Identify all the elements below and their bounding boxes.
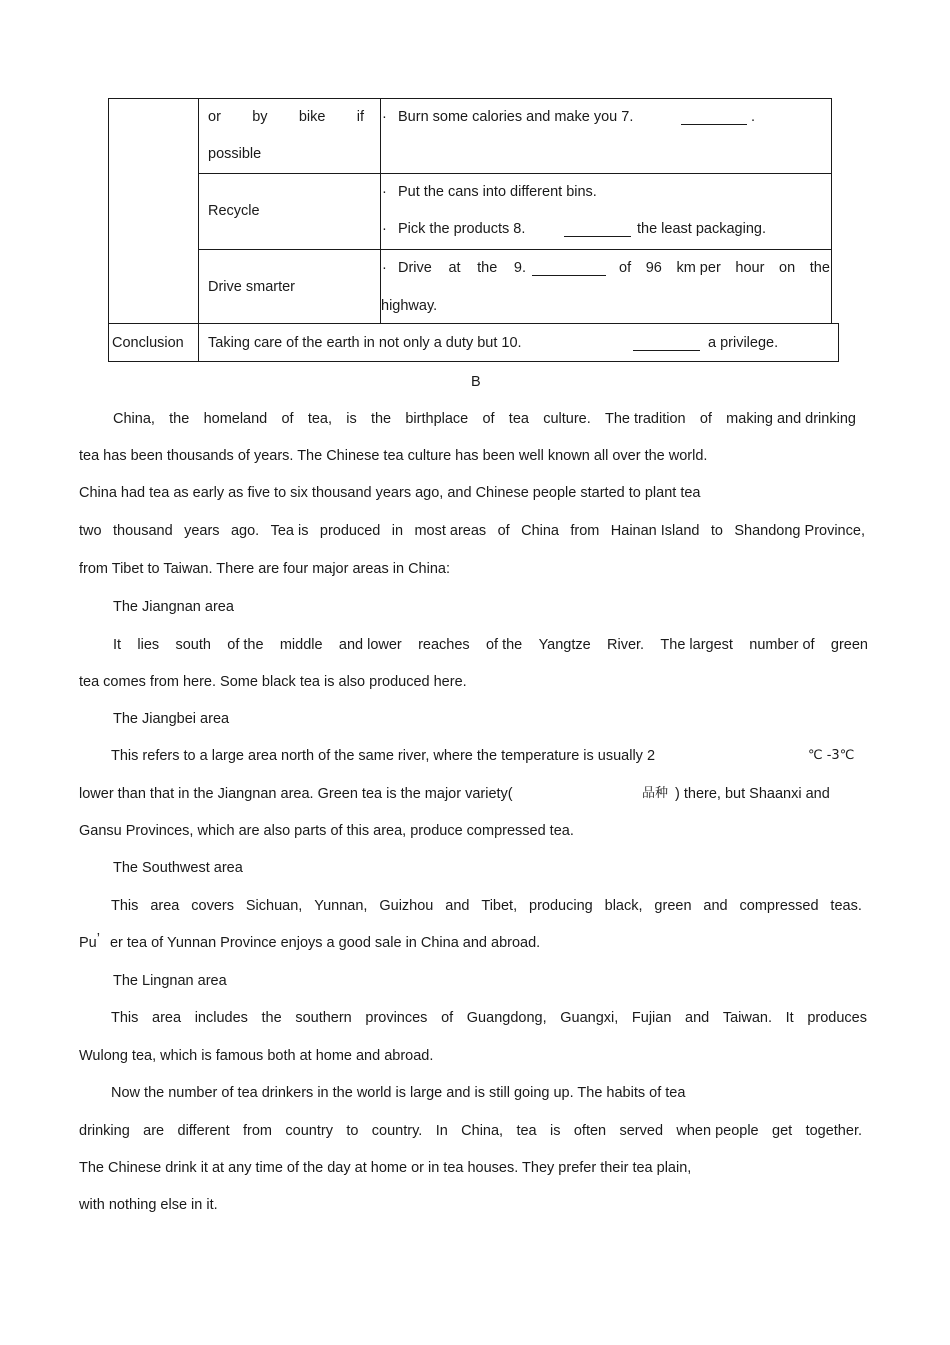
word: green	[830, 637, 868, 653]
word: area	[150, 898, 180, 914]
word: Tibet,	[481, 898, 518, 914]
word: Hainan Island	[610, 523, 700, 539]
area-title: The Lingnan area	[113, 973, 227, 989]
word: is	[346, 411, 357, 427]
detail-word: the	[477, 260, 498, 276]
word: producing	[529, 898, 593, 914]
word: when people	[676, 1123, 759, 1139]
word: tea	[508, 411, 529, 427]
word: tea,	[307, 411, 332, 427]
bullet: ·	[382, 260, 387, 276]
answer-blank-10	[633, 338, 700, 355]
word: two	[79, 523, 102, 539]
word: Yunnan,	[314, 898, 368, 914]
bullet: ·	[382, 221, 387, 237]
detail-bike: Burn some calories and make you 7.	[398, 109, 634, 125]
word: green	[654, 898, 692, 914]
word: often	[573, 1123, 607, 1139]
word: and lower	[338, 637, 402, 653]
word: black,	[604, 898, 643, 914]
word: homeland	[203, 411, 268, 427]
word: The largest	[660, 637, 733, 653]
detail-word: at	[448, 260, 461, 276]
word: Yangtze	[538, 637, 591, 653]
answer-blank-9	[532, 263, 606, 280]
word: It	[113, 637, 122, 653]
word: covers	[191, 898, 234, 914]
word: together.	[805, 1123, 862, 1139]
paragraph-line	[79, 1124, 862, 1139]
word: This	[111, 1010, 139, 1026]
word: provinces	[365, 1010, 428, 1026]
word: River.	[607, 637, 645, 653]
detail-drive-a	[398, 261, 526, 276]
method-cell-bike	[208, 110, 364, 125]
word: the	[261, 1010, 282, 1026]
detail-end: .	[751, 109, 756, 125]
word: southern	[295, 1010, 352, 1026]
word: are	[143, 1123, 165, 1139]
paragraph-line: with nothing else in it.	[79, 1197, 218, 1213]
method-cell-recycle: Recycle	[208, 203, 260, 219]
table-rule	[838, 323, 839, 362]
word: country	[285, 1123, 333, 1139]
word: the	[370, 411, 392, 427]
conclusion-label: Conclusion	[112, 335, 184, 351]
word: China	[521, 523, 559, 539]
word: served	[619, 1123, 664, 1139]
word: to	[710, 523, 723, 539]
paragraph-line	[111, 899, 862, 914]
table-rule	[198, 249, 832, 250]
word: the	[169, 411, 190, 427]
area-title: The Southwest area	[113, 860, 243, 876]
word: south	[175, 637, 211, 653]
word: number of	[749, 637, 815, 653]
area-title: The Jiangnan area	[113, 599, 234, 615]
word: In	[435, 1123, 448, 1139]
word: teas.	[830, 898, 862, 914]
word: of	[497, 523, 510, 539]
word: Guangxi,	[560, 1010, 619, 1026]
word: Sichuan,	[245, 898, 303, 914]
line-text: er tea of Yunnan Province enjoys a good sale in China and abroad.	[109, 935, 541, 951]
table-rule	[108, 98, 832, 99]
word: This	[111, 898, 139, 914]
table-rule	[108, 323, 838, 324]
method-word: if	[356, 109, 364, 125]
word: lies	[137, 637, 160, 653]
word: thousand	[112, 523, 173, 539]
word: of the	[227, 637, 264, 653]
word: China,	[461, 1123, 504, 1139]
area-title: The Jiangbei area	[113, 711, 230, 727]
word: birthplace	[405, 411, 469, 427]
word: It	[785, 1010, 794, 1026]
word: tea	[516, 1123, 537, 1139]
word: Taiwan.	[722, 1010, 773, 1026]
word: includes	[194, 1010, 248, 1026]
paragraph-line: lower than that in the Jiangnan area. Green tea is the major variety(	[79, 786, 513, 802]
word: of	[441, 1010, 454, 1026]
detail-recycle-1: Put the cans into different bins.	[398, 184, 597, 200]
detail-drive-cont: highway.	[381, 298, 438, 314]
word: from	[243, 1123, 273, 1139]
word: Guangdong,	[466, 1010, 547, 1026]
table-rule	[198, 98, 199, 362]
word: reaches	[418, 637, 470, 653]
paragraph-line: This refers to a large area north of the same river, where the temperature is usually 2	[111, 748, 656, 764]
word: to	[346, 1123, 359, 1139]
answer-blank-8	[564, 224, 631, 241]
word: of	[281, 411, 294, 427]
word: and	[445, 898, 470, 914]
word: and	[685, 1010, 710, 1026]
paragraph-line	[113, 638, 868, 653]
word: produced	[319, 523, 381, 539]
paragraph-line: Now the number of tea drinkers in the world is large and is still going up. The habits of tea	[111, 1085, 686, 1101]
detail-word: 96	[645, 260, 662, 276]
method-word: or	[208, 109, 221, 125]
method-cell-drive: Drive smarter	[208, 279, 296, 295]
word: years	[184, 523, 220, 539]
temperature-unit: ℃ -3℃	[808, 748, 855, 763]
word: from	[570, 523, 600, 539]
word: making and drinking	[726, 411, 856, 427]
conclusion-end: a privilege.	[708, 335, 779, 351]
word: produces	[807, 1010, 867, 1026]
paragraph-line: Wulong tea, which is famous both at home and abroad.	[79, 1048, 434, 1064]
word: China,	[113, 411, 155, 427]
word: of	[482, 411, 495, 427]
word: in	[391, 523, 404, 539]
detail-word: Drive	[398, 260, 432, 276]
word: middle	[279, 637, 323, 653]
detail-recycle-2: Pick the products 8.	[398, 221, 526, 237]
word: Tea is	[270, 523, 309, 539]
bullet: ·	[382, 109, 387, 125]
word: of the	[485, 637, 523, 653]
word: is	[550, 1123, 561, 1139]
word: country.	[371, 1123, 423, 1139]
detail-word: on	[779, 260, 796, 276]
word: compressed	[739, 898, 819, 914]
paragraph-line: The Chinese drink it at any time of the day at home or in tea houses. They prefer their tea plain,	[79, 1160, 692, 1176]
apostrophe: ’	[96, 931, 100, 947]
answer-blank-7	[681, 112, 747, 129]
paragraph-line: tea comes from here. Some black tea is also produced here.	[79, 674, 467, 690]
detail-word: 9.	[513, 260, 526, 276]
word: culture.	[543, 411, 591, 427]
detail-recycle-2-end: the least packaging.	[637, 221, 766, 237]
paragraph-line	[111, 1011, 867, 1026]
paragraph-line: from Tibet to Taiwan. There are four major areas in China:	[79, 561, 451, 577]
paragraph-line: tea has been thousands of years. The Chinese tea culture has been well known all over the world.	[79, 448, 708, 464]
paragraph-line	[79, 931, 541, 951]
word: Shandong Province,	[734, 523, 865, 539]
bullet: ·	[382, 184, 387, 200]
chinese-gloss: 品种	[642, 786, 669, 801]
word: Guizhou	[379, 898, 434, 914]
word: The tradition	[605, 411, 686, 427]
word: most areas	[414, 523, 487, 539]
detail-drive-b	[619, 261, 830, 276]
table-rule	[198, 173, 832, 174]
paragraph-line: China had tea as early as five to six thousand years ago, and Chinese people started to plant tea	[79, 485, 701, 501]
word: and	[703, 898, 728, 914]
table-rule	[108, 98, 109, 362]
paragraph-line-end: ) there, but Shaanxi and	[675, 786, 830, 802]
word: area	[152, 1010, 182, 1026]
word: get	[772, 1123, 793, 1139]
word: ago.	[230, 523, 260, 539]
paragraph-line: Gansu Provinces, which are also parts of this area, produce compressed tea.	[79, 823, 574, 839]
method-word: bike	[298, 109, 326, 125]
detail-word: hour	[735, 260, 765, 276]
table-rule	[831, 98, 832, 324]
word: of	[699, 411, 712, 427]
detail-word: the	[809, 260, 830, 276]
conclusion-text: Taking care of the earth in not only a duty but 10.	[208, 335, 522, 351]
table-rule	[380, 98, 381, 324]
method-cell-bike-cont: possible	[208, 146, 262, 162]
word: drinking	[79, 1123, 130, 1139]
method-word: by	[252, 109, 268, 125]
word: Fujian	[631, 1010, 672, 1026]
paragraph-line	[113, 412, 856, 427]
section-heading: B	[471, 374, 481, 390]
word: Pu	[79, 935, 97, 951]
detail-word: km per	[676, 260, 721, 276]
paragraph-line	[79, 524, 865, 539]
word: different	[177, 1123, 230, 1139]
detail-word: of	[619, 260, 632, 276]
table-rule	[108, 361, 838, 362]
